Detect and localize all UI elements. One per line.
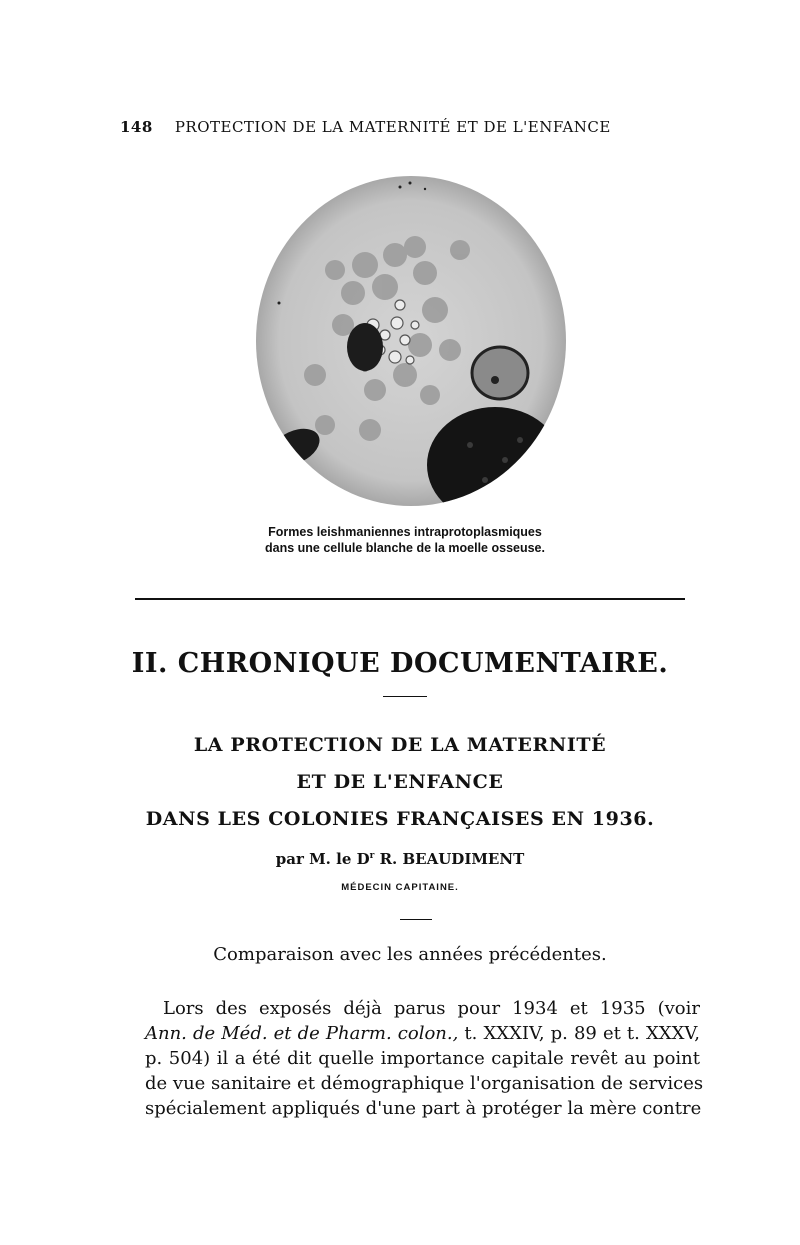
article-title-line: LA PROTECTION DE LA MATERNITÉ (193, 734, 607, 756)
author-name: R. BEAUDIMENT (374, 850, 525, 868)
author-byline (120, 850, 680, 868)
citation-volumes: t. XXXIV, p. 89 et t. XXXV, (458, 1023, 700, 1044)
body-line: de vue sanitaire et démographique l'organisation de services (145, 1073, 704, 1094)
micrograph-image (255, 175, 567, 507)
body-line (145, 1021, 700, 1046)
running-head (120, 118, 680, 136)
subheading: Comparaison avec les années précédentes. (213, 944, 607, 965)
article-title-line: DANS LES COLONIES FRANÇAISES EN 1936. (145, 808, 655, 830)
page-number: 148 (120, 118, 153, 136)
micrograph-figure (255, 175, 567, 507)
figure-caption (200, 524, 610, 556)
caption-line: Formes leishmaniennes intraprotoplasmiques (268, 525, 542, 539)
body-line: spécialement appliqués d'une part à protéger la mère contre (145, 1098, 702, 1119)
body-paragraph (145, 996, 704, 1121)
section-divider (135, 598, 685, 600)
running-head-title: PROTECTION DE LA MATERNITÉ ET DE L'ENFANCE (174, 118, 611, 136)
author-prefix-sup: r (369, 851, 375, 861)
body-line: Lors des exposés déjà parus pour 1934 et 1935 (voir (163, 998, 700, 1019)
journal-citation: Ann. de Méd. et de Pharm. colon., (145, 1023, 459, 1044)
caption-line: dans une cellule blanche de la moelle osseuse. (265, 541, 545, 555)
article-title-line: ET DE L'ENFANCE (296, 771, 504, 793)
author-role: MÉDECIN CAPITAINE. (341, 882, 459, 893)
section-title: II. CHRONIQUE DOCUMENTAIRE. (131, 648, 669, 679)
byline-dash (400, 919, 432, 920)
title-underline (383, 696, 427, 697)
body-line: p. 504) il a été dit quelle importance capitale revêt au point (145, 1048, 700, 1069)
author-prefix: par M. le D (275, 850, 370, 868)
